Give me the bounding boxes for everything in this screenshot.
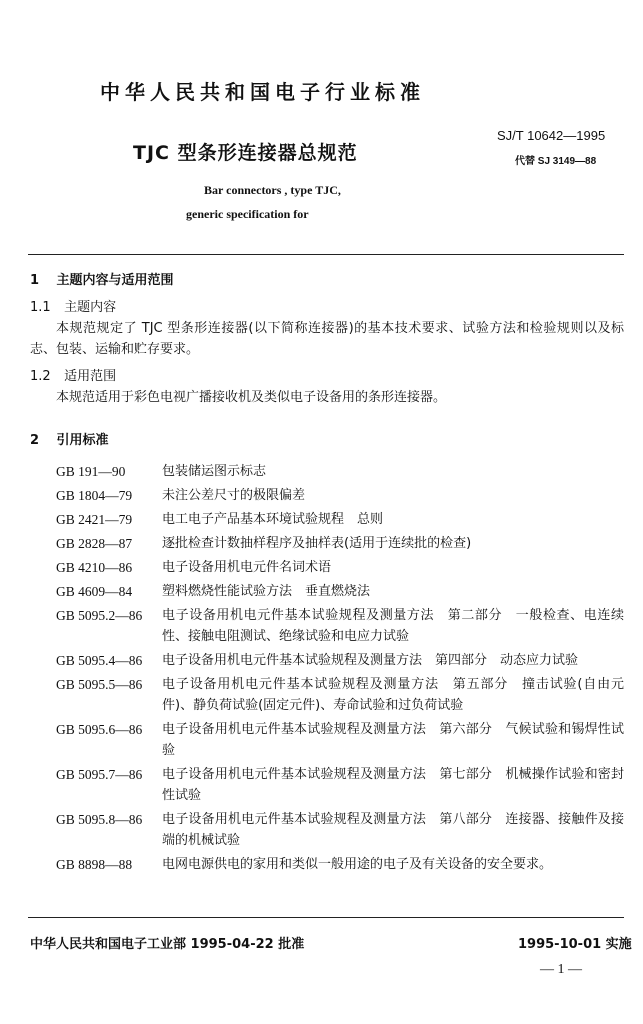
section-1-2-title: 适用范围: [64, 369, 117, 384]
section-1-title: 主题内容与适用范围: [56, 273, 174, 288]
section-1-1-number: 1.1: [30, 300, 51, 315]
reference-row: [30, 533, 624, 554]
document-title: TJC 型条形连接器总规范: [133, 142, 358, 164]
standard-number: SJ/T 10642—1995: [497, 128, 606, 143]
reference-title: 电子设备用机电元件基本试验规程及测量方法 第八部分 连接器、接触件及接端的机械试验: [162, 812, 624, 848]
section-1-2-heading: [30, 366, 624, 387]
reference-row: [30, 485, 624, 506]
section-2-heading: [30, 430, 624, 451]
implementation-date: 1995-10-01 实施: [518, 937, 632, 952]
reference-row: [30, 581, 624, 602]
reference-row: [30, 674, 624, 716]
section-1-number: 1: [30, 273, 40, 288]
header-divider: [28, 254, 624, 255]
reference-row: [30, 605, 624, 647]
page-number: — 1 —: [540, 962, 582, 977]
reference-title: 电子设备用机电元件基本试验规程及测量方法 第五部分 撞击试验(自由元件)、静负荷试验(固定元件)、寿命试验和过负荷试验: [162, 677, 624, 713]
section-1-2-number: 1.2: [30, 369, 51, 384]
reference-title: 电子设备用机电元件基本试验规程及测量方法 第二部分 一般检查、电连续性、接触电阻测试、绝缘试验和电应力试验: [162, 608, 624, 644]
reference-code: GB 4210—86: [56, 560, 133, 575]
document-body: [30, 270, 624, 878]
reference-row: [30, 854, 624, 875]
section-2-title: 引用标准: [56, 433, 109, 448]
reference-title: 电子设备用机电元件基本试验规程及测量方法 第四部分 动态应力试验: [162, 653, 579, 668]
reference-row: [30, 509, 624, 530]
reference-title: 包装储运图示标志: [162, 464, 267, 479]
replaces-standard: 代替 SJ 3149—88: [515, 156, 597, 167]
section-1-2-text: 本规范适用于彩色电视广播接收机及类似电子设备用的条形连接器。: [56, 390, 447, 405]
reference-code: GB 5095.5—86: [56, 677, 143, 692]
section-1-1-heading: [30, 297, 624, 318]
reference-title: 电子设备用机电元件名词术语: [162, 560, 332, 575]
referenced-standards-list: [30, 461, 624, 875]
reference-code: GB 4609—84: [56, 584, 133, 599]
reference-row: [30, 461, 624, 482]
section-1-1-text: 本规范规定了 TJC 型条形连接器(以下简称连接器)的基本技术要求、试验方法和检验规则以及标志、包装、运输和贮存要求。: [30, 321, 624, 357]
reference-title: 电子设备用机电元件基本试验规程及测量方法 第七部分 机械操作试验和密封性试验: [162, 767, 624, 803]
reference-row: [30, 650, 624, 671]
reference-title: 逐批检查计数抽样程序及抽样表(适用于连续批的检查): [162, 536, 472, 551]
reference-code: GB 5095.2—86: [56, 608, 143, 623]
section-1-heading: [30, 270, 624, 291]
reference-code: GB 5095.4—86: [56, 653, 143, 668]
section-2-number: 2: [30, 433, 40, 448]
reference-code: GB 191—90: [56, 464, 126, 479]
industry-standard-title: 中华人民共和国电子行业标准: [100, 80, 425, 104]
reference-title: 塑料燃烧性能试验方法 垂直燃烧法: [162, 584, 371, 599]
reference-title: 电子设备用机电元件基本试验规程及测量方法 第六部分 气候试验和锡焊性试验: [162, 722, 624, 758]
footer-divider: [28, 917, 624, 918]
reference-code: GB 5095.7—86: [56, 767, 143, 782]
reference-row: [30, 719, 624, 761]
reference-title: 电网电源供电的家用和类似一般用途的电子及有关设备的安全要求。: [162, 857, 553, 872]
reference-code: GB 5095.8—86: [56, 812, 143, 827]
reference-code: GB 8898—88: [56, 857, 133, 872]
reference-code: GB 2828—87: [56, 536, 133, 551]
approval-statement: 中华人民共和国电子工业部 1995-04-22 批准: [30, 937, 305, 952]
reference-row: [30, 809, 624, 851]
reference-code: GB 1804—79: [56, 488, 133, 503]
english-title-line2: generic specification for: [186, 207, 309, 221]
reference-title: 电工电子产品基本环境试验规程 总则: [162, 512, 384, 527]
reference-row: [30, 764, 624, 806]
english-title-line1: Bar connectors , type TJC,: [204, 183, 341, 197]
reference-code: GB 5095.6—86: [56, 722, 143, 737]
reference-title: 未注公差尺寸的极限偏差: [162, 488, 306, 503]
reference-row: [30, 557, 624, 578]
section-1-1-title: 主题内容: [64, 300, 117, 315]
reference-code: GB 2421—79: [56, 512, 133, 527]
